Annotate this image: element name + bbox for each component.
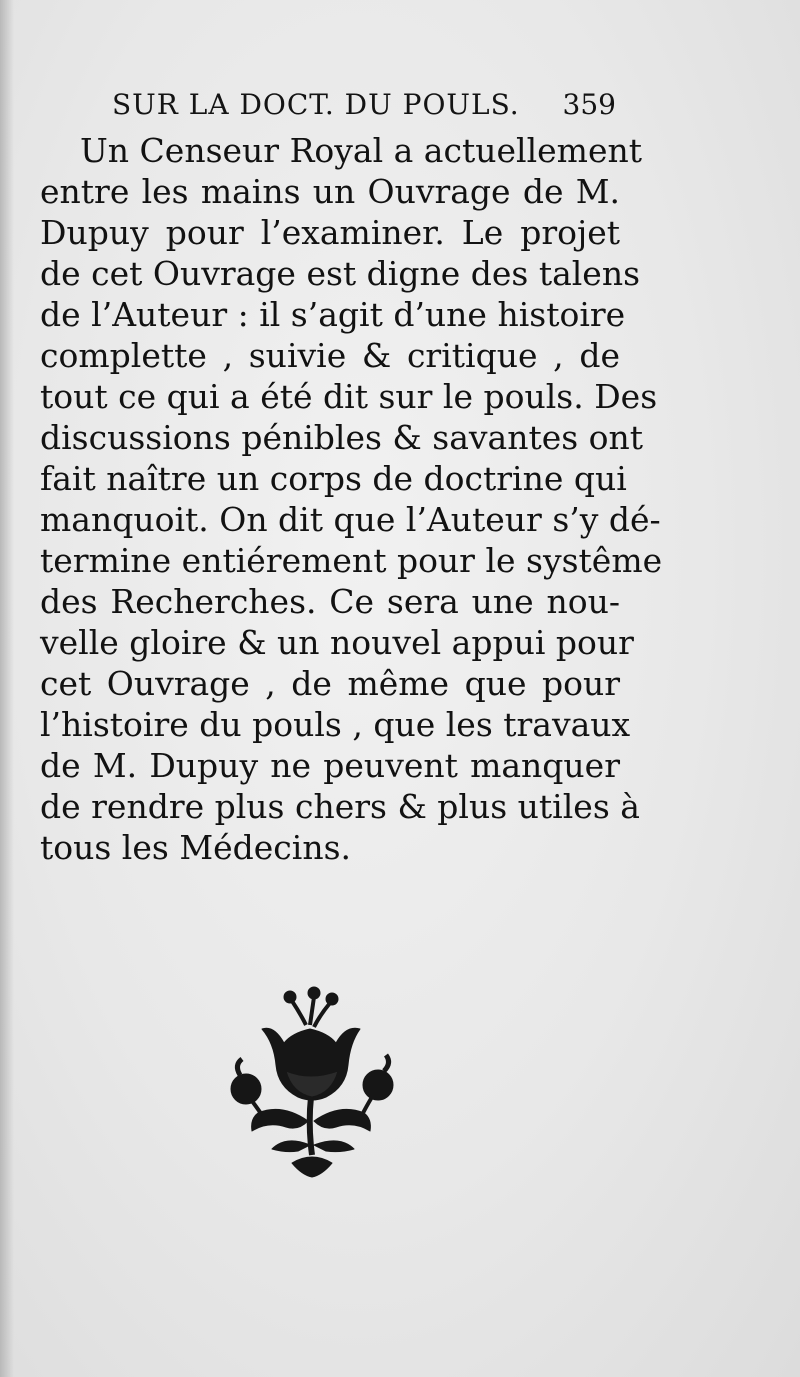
text-line: tout ce qui a été dit sur le pouls. Des bbox=[40, 377, 658, 416]
text-line: termine entiérement pour le systême bbox=[40, 541, 663, 580]
text-line: de l’Auteur : il s’agit d’une histoire bbox=[40, 295, 626, 334]
text-line: entre les mains un Ouvrage de M. bbox=[40, 172, 620, 211]
page-number: 359 bbox=[562, 88, 616, 121]
text-line: discussions pénibles & savantes ont bbox=[40, 418, 644, 457]
text-line: manquoit. On dit que l’Auteur s’y dé- bbox=[40, 500, 661, 539]
text-line: velle gloire & un nouvel appui pour bbox=[40, 623, 634, 662]
text-line: l’histoire du pouls , que les travaux bbox=[40, 705, 631, 744]
text-line: cet Ouvrage , de même que pour bbox=[40, 664, 620, 703]
text-line: Un Censeur Royal a actuellement bbox=[80, 131, 642, 170]
text-line: fait naître un corps de doctrine qui bbox=[40, 459, 627, 498]
text-line: de cet Ouvrage est digne des talens bbox=[40, 254, 641, 293]
body-text bbox=[40, 130, 663, 868]
running-head: SUR LA DOCT. DU POULS. bbox=[112, 88, 520, 121]
text-line: des Recherches. Ce sera une nou- bbox=[40, 582, 620, 621]
text-line: Dupuy pour l’examiner. Le projet bbox=[40, 213, 620, 252]
floral-tailpiece-icon bbox=[222, 985, 402, 1180]
text-line: complette , suivie & critique , de bbox=[40, 336, 620, 375]
text-line: tous les Médecins. bbox=[40, 828, 352, 867]
page-gutter-shadow bbox=[0, 0, 14, 1377]
text-line: de M. Dupuy ne peuvent manquer bbox=[40, 746, 620, 785]
page-header bbox=[112, 84, 620, 128]
text-line: de rendre plus chers & plus utiles à bbox=[40, 787, 640, 826]
